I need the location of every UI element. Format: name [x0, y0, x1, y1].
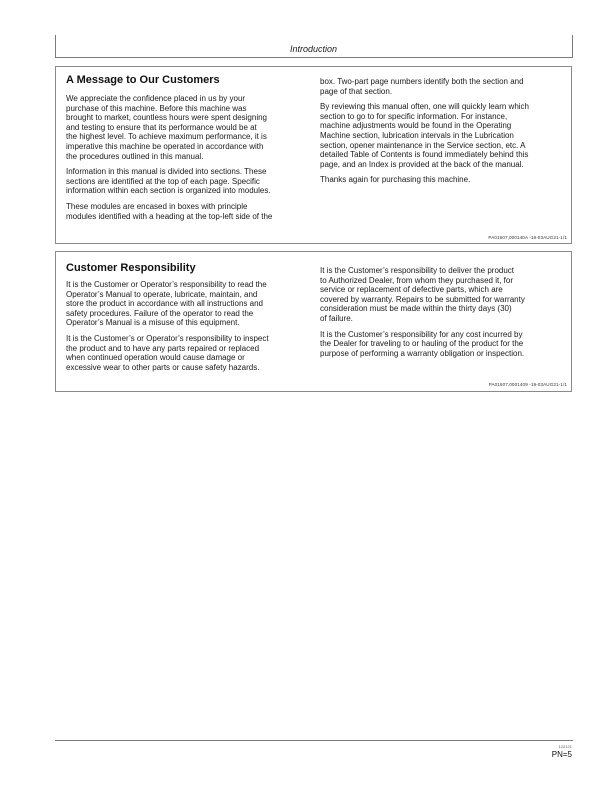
message-box-right-column [320, 77, 566, 191]
message-box-left-column [66, 94, 314, 227]
responsibility-paragraph: It is the Customer’s responsibility to deliver the product to Authorized Dealer, from whom they purchased it, for service or replacement of defective parts, which are covered by warranty. Repairs to be submitted for warranty consideration must be made within the thirty days (30) of failure. [320, 266, 525, 323]
page-number: PN=5 [551, 750, 572, 759]
responsibility-box-reference-code: PA01607,0001409 -19-03AUG21-1/1 [488, 382, 567, 387]
responsibility-paragraph: It is the Customer’s responsibility for any cost incurred by the Dealer for traveling to or hauling of the product for the purpose of performing a warranty obligation or inspection. [320, 329, 525, 358]
responsibility-box-title: Customer Responsibility [66, 262, 196, 274]
message-paragraph: These modules are encased in boxes with principle modules identified with a heading at the top-left side of the [66, 201, 273, 221]
message-to-customers-box [55, 66, 572, 244]
header-rule [55, 57, 573, 58]
message-box-reference-code: PA01607,000140A -19-03AUG21-1/1 [488, 235, 567, 240]
section-header: Introduction [289, 44, 338, 54]
footer-rule [55, 740, 573, 741]
responsibility-box-left-column [66, 280, 314, 378]
customer-responsibility-box [55, 251, 572, 392]
header-frame-right [572, 35, 573, 57]
message-box-title: A Message to Our Customers [66, 74, 220, 86]
message-paragraph: We appreciate the confidence placed in us by your purchase of this machine. Before this machine was brought to market, countless hours were spent designing and testing to ensure that its performance would be at the highest level. To achieve maximum performance, it is imperative this machine be operated in accordance with the procedures outlined in this manual. [66, 94, 268, 161]
message-paragraph: Information in this manual is divided into sections. These sections are identified at the top of each page. Specific information within each section is organized into modules. [66, 167, 271, 196]
message-paragraph: By reviewing this manual often, one will quickly learn which section to go to for specific information. For instance, machine adjustments would be found in the Operating Machine section, lubrication intervals in the Lubrication section, opener maintenance in the Service section, etc. A detailed Table of Contents is found immediately behind this page, and an Index is provided at the back of the manual. [320, 102, 529, 169]
message-paragraph: Thanks again for purchasing this machine. [320, 175, 471, 185]
footer-code: 122121 [558, 744, 572, 749]
message-paragraph: box. Two-part page numbers identify both the section and page of that section. [320, 77, 524, 96]
responsibility-paragraph: It is the Customer or Operator’s responsibility to read the Operator’s Manual to operate, lubricate, maintain, and store the product in accordance with all instructions and safety procedures. Failure of the operator to read the Operator’s Manual is a misuse of this equipment. [66, 280, 267, 328]
responsibility-paragraph: It is the Customer’s or Operator’s responsibility to inspect the product and to have any parts repaired or replaced when continued operation would cause damage or excessive wear to other parts or cause safety hazards. [66, 333, 269, 372]
responsibility-box-right-column [320, 266, 566, 364]
